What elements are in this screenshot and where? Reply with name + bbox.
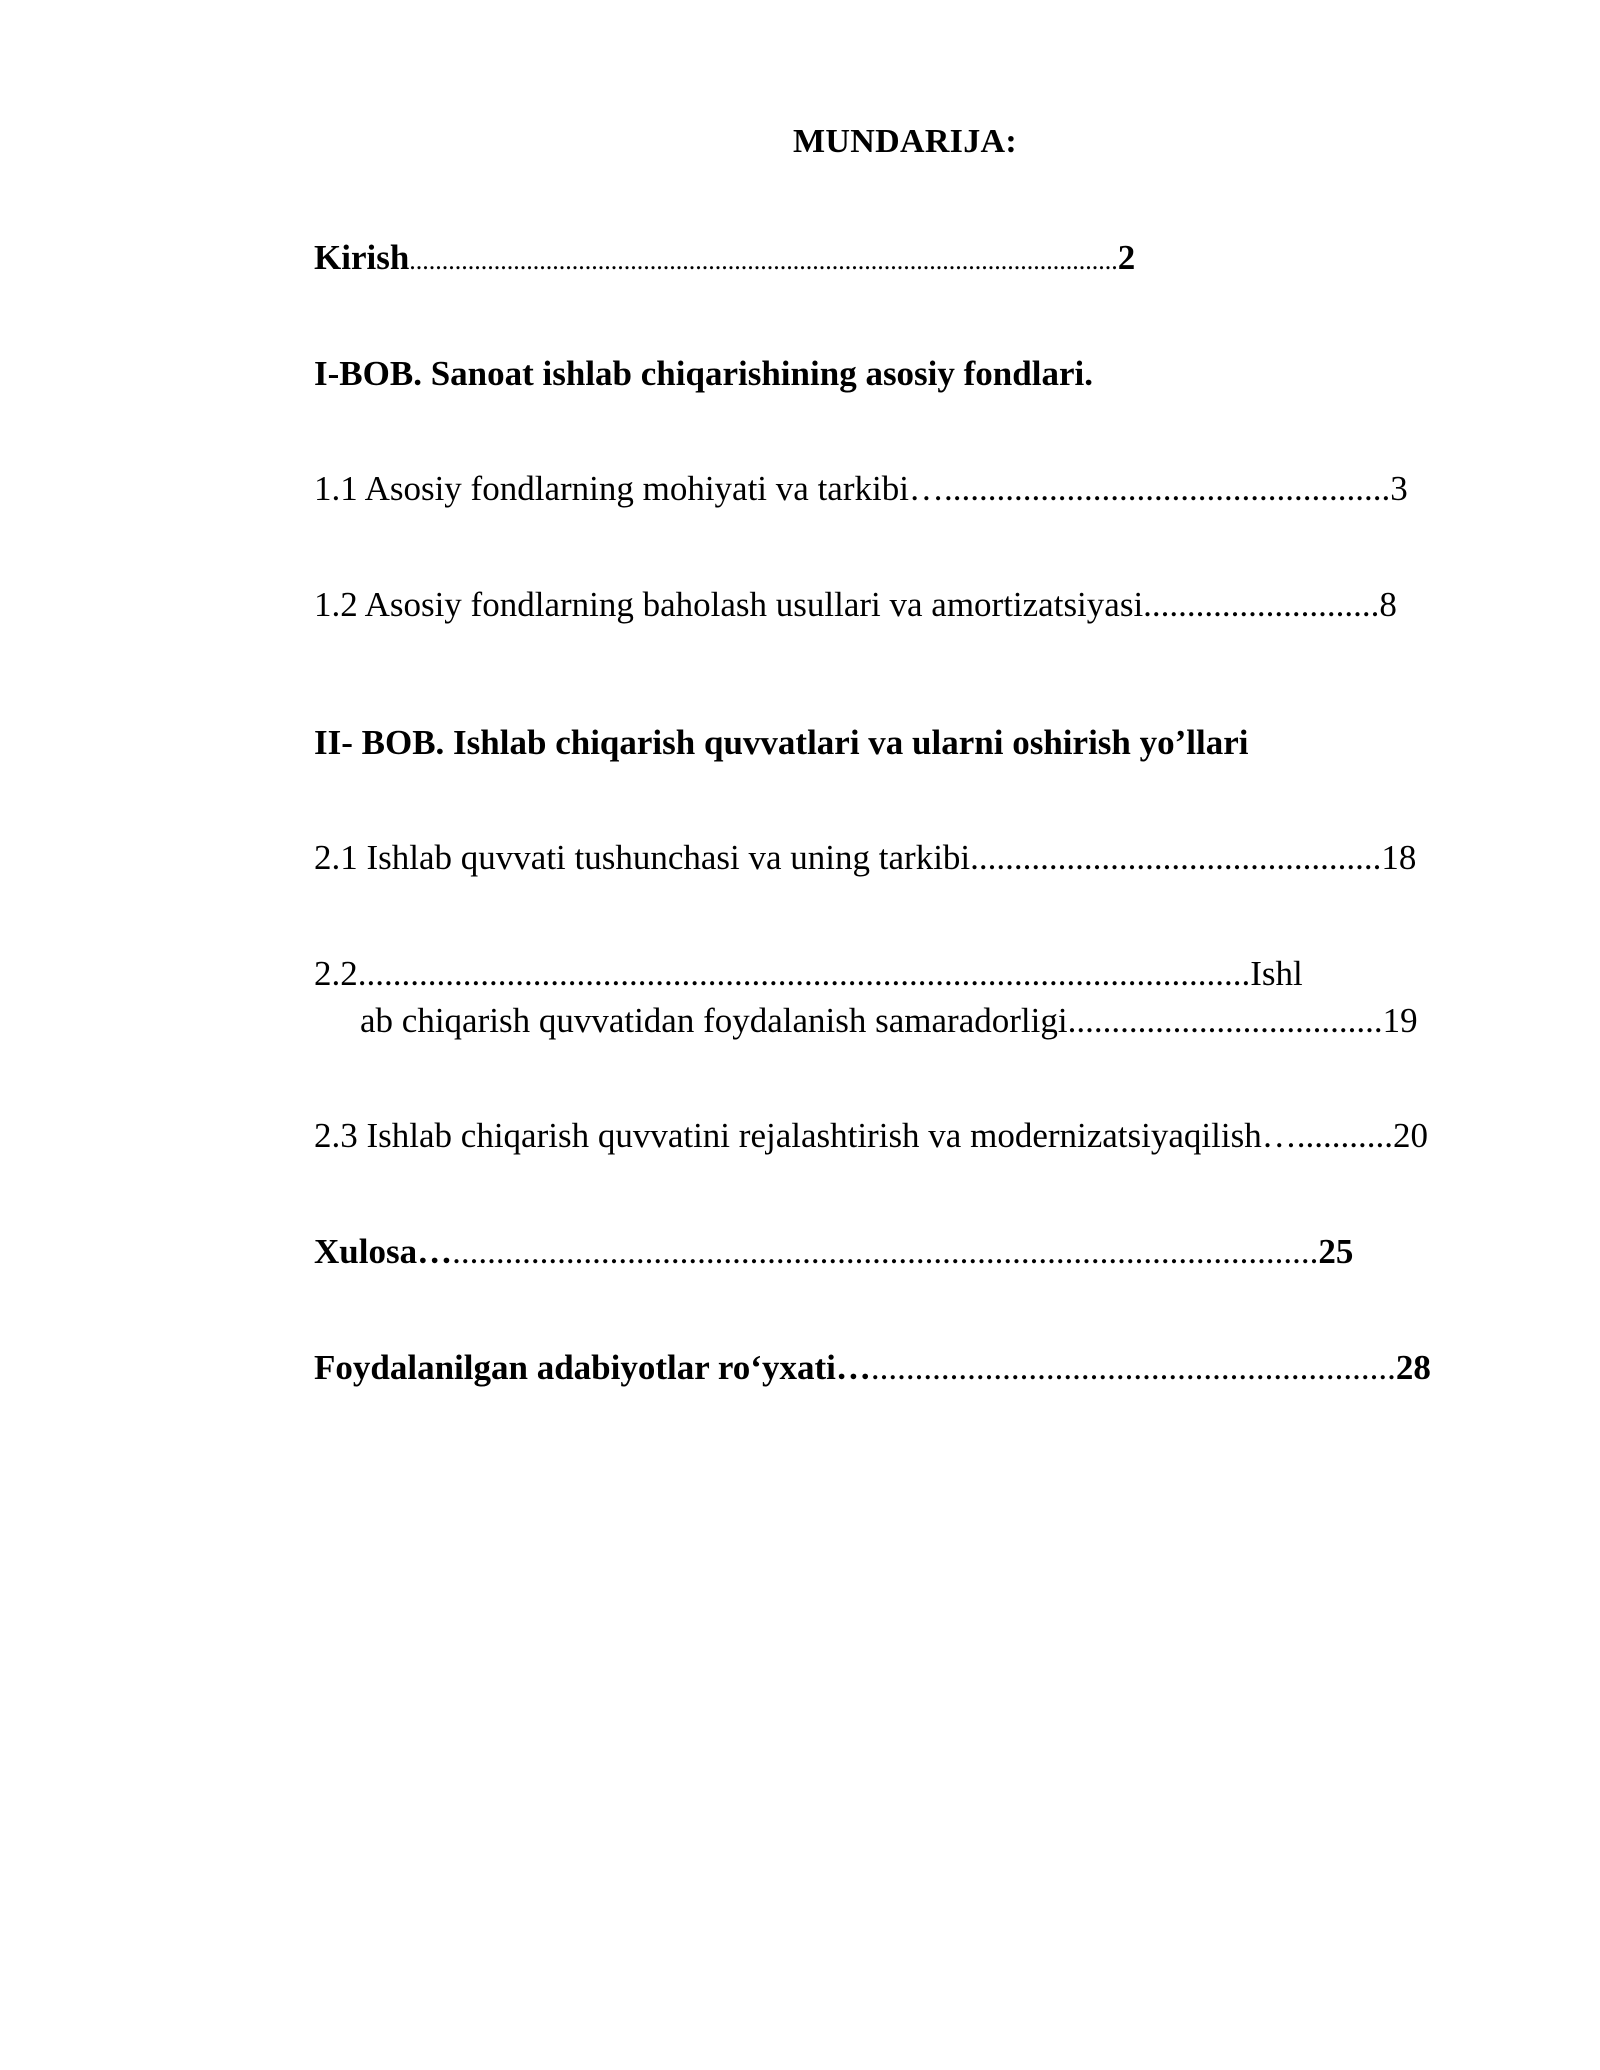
toc-chapter-label: II- BOB. Ishlab chiqarish quvvatlari va ularni oshirish yo’llari: [314, 723, 1249, 762]
toc-entry-2-2-continuation: [360, 1001, 1418, 1041]
toc-entry-label: 2.2: [314, 954, 358, 993]
toc-leader-dots: ...........................: [1143, 585, 1380, 624]
toc-page-number: 2: [1117, 238, 1136, 277]
toc-page-number: 3: [1390, 469, 1408, 508]
toc-chapter-1: [314, 354, 1093, 394]
toc-leader-dots: ............................................................: [870, 1348, 1396, 1387]
toc-chapter-2: [314, 723, 1249, 763]
toc-leader-dots: .............................................................................................................: [409, 246, 1118, 275]
toc-leader-dots: ...............................................: [970, 838, 1382, 877]
toc-entry-1-2: [314, 585, 1397, 625]
toc-entry-2-2: [314, 954, 1303, 994]
toc-entry-label-cont: ab chiqarish quvvatidan foydalanish samaradorligi: [360, 1001, 1068, 1040]
toc-entry-1-1: [314, 469, 1408, 509]
toc-chapter-label: I-BOB. Sanoat ishlab chiqarishining asosiy fondlari.: [314, 354, 1093, 393]
toc-page-number: 20: [1392, 1116, 1428, 1155]
toc-leader-dots: ...................................................: [943, 469, 1391, 508]
toc-leader-dots: ......................................................................................................: [357, 954, 1251, 993]
toc-entry-label: Kirish: [314, 238, 410, 277]
toc-title: MUNDARIJA:: [793, 123, 1017, 160]
toc-page-number: 25: [1318, 1232, 1354, 1271]
toc-entry-label: 2.3 Ishlab chiqarish quvvatini rejalashtirish va modernizatsiyaqilish…: [314, 1116, 1297, 1155]
toc-page-number: 18: [1381, 838, 1417, 877]
toc-leader-dots: ....................................: [1067, 1001, 1383, 1040]
toc-entry-adabiyotlar: [314, 1348, 1431, 1388]
toc-entry-kirish: [314, 238, 1135, 281]
toc-entry-label: Xulosa…: [314, 1232, 453, 1271]
toc-entry-2-3: [314, 1116, 1428, 1156]
toc-entry-2-1: [314, 838, 1416, 878]
toc-entry-xulosa: [314, 1232, 1353, 1272]
toc-entry-label-start: Ishl: [1250, 954, 1303, 993]
toc-entry-label: Foydalanilgan adabiyotlar ro‘yxati…: [314, 1348, 871, 1387]
toc-entry-label: 1.1 Asosiy fondlarning mohiyati va tarkibi…: [314, 469, 944, 508]
toc-leader-dots: ...................................................................................................: [452, 1232, 1319, 1271]
toc-entry-label: 1.2 Asosiy fondlarning baholash usullari va amortizatsiyasi: [314, 585, 1144, 624]
toc-page-number: 19: [1382, 1001, 1418, 1040]
toc-leader-dots: ...........: [1296, 1116, 1393, 1155]
toc-page-number: 8: [1379, 585, 1397, 624]
toc-entry-label: 2.1 Ishlab quvvati tushunchasi va uning tarkibi: [314, 838, 971, 877]
toc-page-number: 28: [1395, 1348, 1431, 1387]
